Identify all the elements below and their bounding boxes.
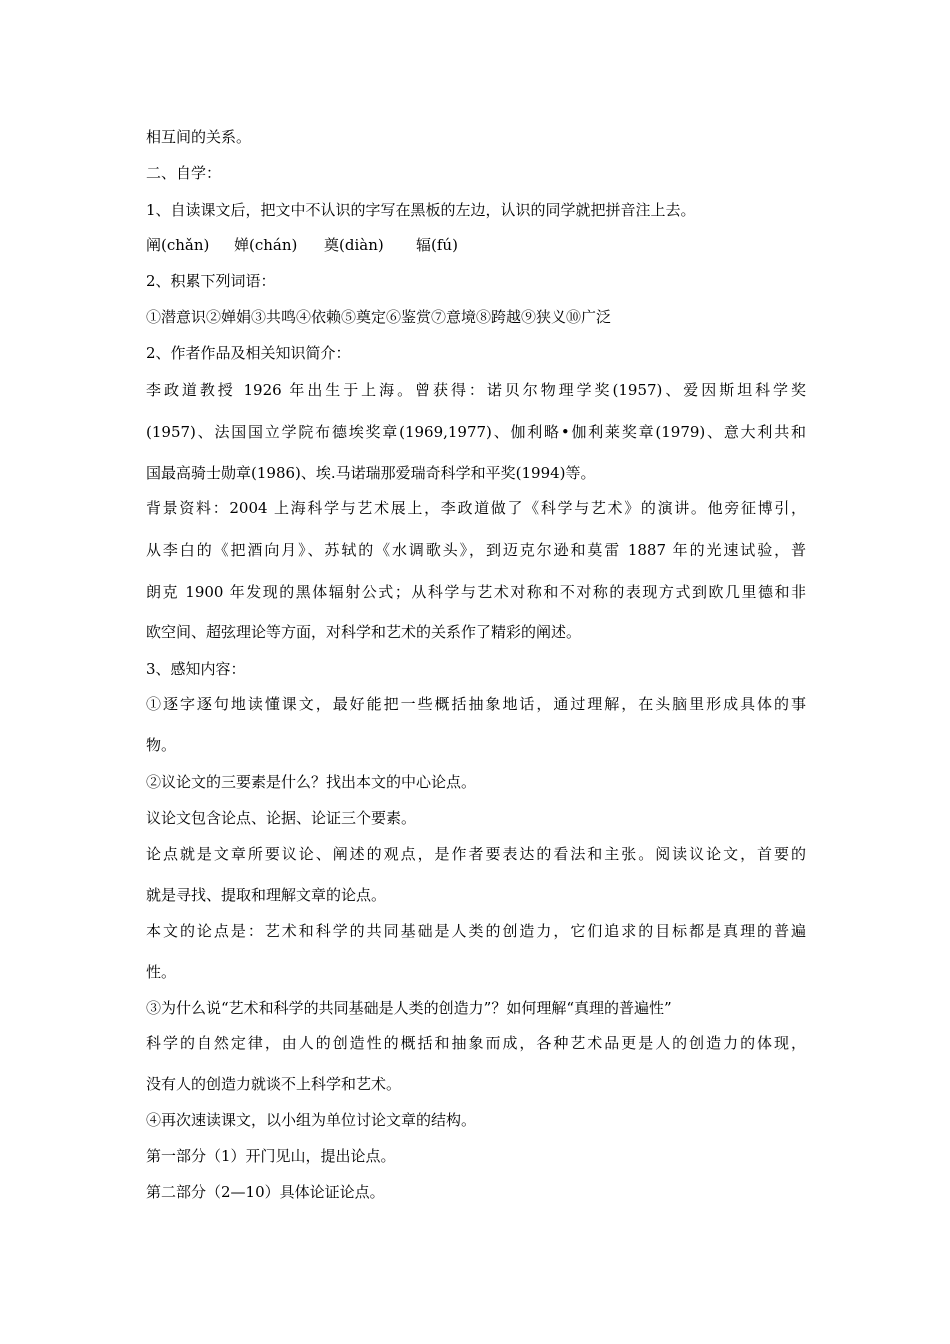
text-line: 相互间的关系。 bbox=[146, 128, 252, 146]
text-line: ②议论文的三要素是什么？找出本文的中心论点。 bbox=[146, 773, 477, 791]
text-line: ①逐字逐句地读懂课文，最好能把一些概括抽象地话，通过理解，在头脑里形成具体的事 bbox=[146, 695, 806, 713]
text-line: ①潜意识②婵娟③共鸣④依赖⑤奠定⑥鉴赏⑦意境⑧跨越⑨狭义⑩广泛 bbox=[146, 308, 612, 326]
text-line: 科学的自然定律，由人的创造性的概括和抽象而成，各种艺术品更是人的创造力的体现， bbox=[146, 1034, 806, 1052]
text-line: 第一部分（1）开门见山，提出论点。 bbox=[146, 1147, 396, 1165]
section-heading: 3、感知内容： bbox=[146, 660, 246, 678]
text-line: ④再次速读课文，以小组为单位讨论文章的结构。 bbox=[146, 1111, 477, 1129]
text-line: 1、自读课文后，把文中不认识的字写在黑板的左边，认识的同学就把拼音注上去。 bbox=[146, 201, 696, 219]
pinyin-item: 奠(diàn) bbox=[324, 236, 384, 254]
text-line: 2、积累下列词语： bbox=[146, 272, 276, 290]
text-line: 朗克 1900 年发现的黑体辐射公式；从科学与艺术对称和不对称的表现方式到欧几里德和非 bbox=[146, 583, 806, 601]
text-line: 第二部分（2—10）具体论证论点。 bbox=[146, 1183, 385, 1201]
text-line: 物。 bbox=[146, 736, 177, 754]
text-line: 背景资料：2004 上海科学与艺术展上，李政道做了《科学与艺术》的演讲。他旁征博引， bbox=[146, 499, 806, 517]
text-line: 2、作者作品及相关知识简介： bbox=[146, 344, 351, 362]
section-heading: 二、自学： bbox=[146, 164, 222, 182]
text-line: 国最高骑士勋章(1986)、埃.马诺瑞那爱瑞奇科学和平奖(1994)等。 bbox=[146, 464, 596, 482]
text-line: (1957)、法国国立学院布德埃奖章(1969,1977)、伽利略•伽利莱奖章(1979)、意大利共和 bbox=[146, 423, 806, 441]
text-line: 就是寻找、提取和理解文章的论点。 bbox=[146, 886, 387, 904]
text-line: 议论文包含论点、论据、论证三个要素。 bbox=[146, 809, 417, 827]
pinyin-item: 辐(fú) bbox=[416, 236, 458, 254]
text-line: 本文的论点是：艺术和科学的共同基础是人类的创造力，它们追求的目标都是真理的普遍 bbox=[146, 922, 806, 940]
text-line: ③为什么说“艺术和科学的共同基础是人类的创造力”？如何理解“真理的普遍性” bbox=[146, 999, 672, 1017]
text-line: 李政道教授 1926 年出生于上海。曾获得：诺贝尔物理学奖(1957)、爱因斯坦科学奖 bbox=[146, 381, 806, 399]
pinyin-row bbox=[146, 235, 458, 255]
text-line: 论点就是文章所要议论、阐述的观点，是作者要表达的看法和主张。阅读议论文，首要的 bbox=[146, 845, 806, 863]
text-line: 欧空间、超弦理论等方面，对科学和艺术的关系作了精彩的阐述。 bbox=[146, 623, 582, 641]
text-line: 没有人的创造力就谈不上科学和艺术。 bbox=[146, 1075, 402, 1093]
pinyin-item: 阐(chǎn) bbox=[146, 236, 210, 254]
text-line: 性。 bbox=[146, 963, 177, 981]
pinyin-item: 婵(chán) bbox=[234, 236, 298, 254]
text-line: 从李白的《把酒向月》、苏轼的《水调歌头》，到迈克尔逊和莫雷 1887 年的光速试验，普 bbox=[146, 541, 806, 559]
